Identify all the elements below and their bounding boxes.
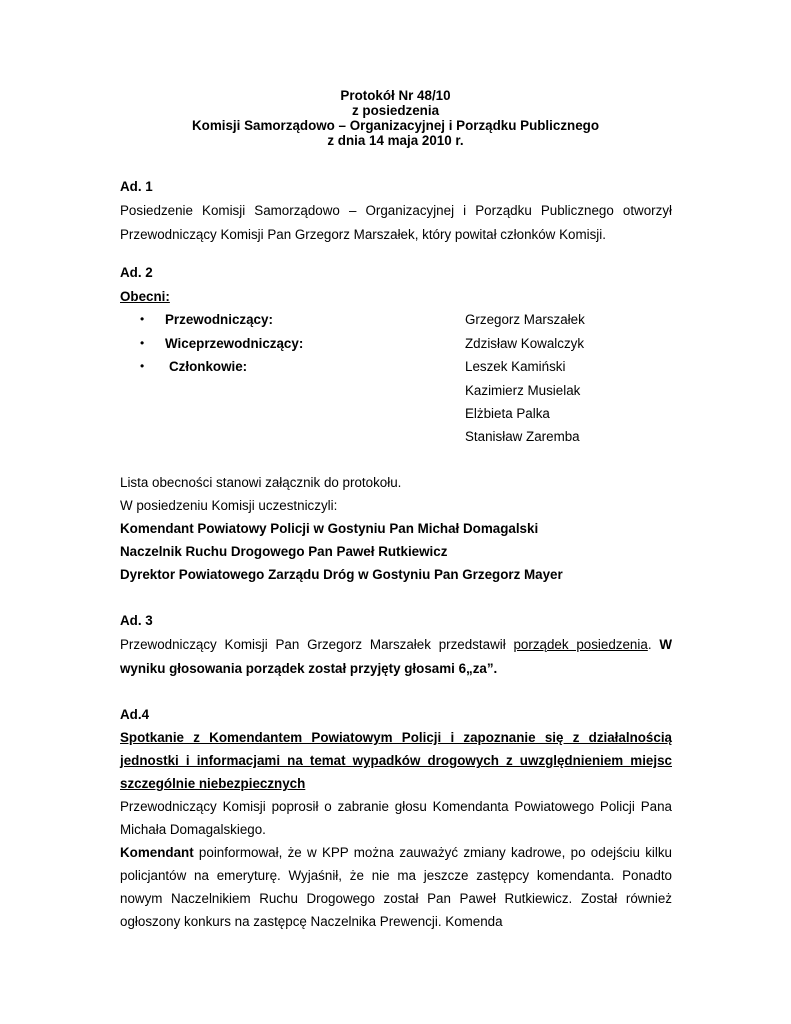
members-label: Członkowie: bbox=[169, 359, 248, 374]
participant: Komendant Powiatowy Policji w Gostyniu Pan Michał Domagalski bbox=[120, 521, 539, 536]
ad3-line-1 bbox=[120, 637, 672, 652]
ad4-p2-line-1 bbox=[120, 845, 672, 860]
attendance-note: Lista obecności stanowi załącznik do protokołu. bbox=[120, 475, 402, 490]
ad4-topic-line-2: jednostki i informacjami na temat wypadków drogowych z uwzględnieniem miejsc bbox=[120, 753, 672, 768]
agenda-link: porządek posiedzenia bbox=[513, 637, 648, 652]
participants-intro: W posiedzeniu Komisji uczestniczyli: bbox=[120, 498, 338, 513]
ad2-heading: Ad. 2 bbox=[120, 265, 153, 280]
member-name: Elżbieta Palka bbox=[465, 406, 550, 421]
bullet-icon: • bbox=[140, 359, 145, 373]
ad4-heading: Ad.4 bbox=[120, 707, 150, 722]
vice-chair-label: Wiceprzewodniczący: bbox=[165, 336, 304, 351]
present-label: Obecni: bbox=[120, 289, 170, 304]
vice-chair-name: Zdzisław Kowalczyk bbox=[465, 336, 585, 351]
participant: Dyrektor Powiatowego Zarządu Dróg w Gostyniu Pan Grzegorz Mayer bbox=[120, 567, 563, 582]
protocol-number: Protokół Nr 48/10 bbox=[340, 88, 451, 103]
ad4-p1-line-1: Przewodniczący Komisji poprosił o zabranie głosu Komendanta Powiatowego Policji Pana bbox=[120, 799, 672, 814]
bullet-icon: • bbox=[140, 312, 145, 326]
chair-name: Grzegorz Marszałek bbox=[465, 312, 585, 327]
ad3-bold-word: W bbox=[659, 637, 672, 652]
ad1-line-2: Przewodniczący Komisji Pan Grzegorz Marszałek, który powitał członków Komisji. bbox=[120, 227, 606, 242]
chair-label: Przewodniczący: bbox=[165, 312, 273, 327]
ad4-p2-line-2: policjantów na emeryturę. Wyjaśnił, że nie ma jeszcze zastępcy komendanta. Ponadto bbox=[120, 868, 672, 883]
meeting-label: z posiedzenia bbox=[351, 103, 440, 118]
ad3-dot: . bbox=[647, 637, 652, 652]
ad3-text: Przewodniczący Komisji Pan Grzegorz Marszałek przedstawił bbox=[120, 637, 506, 652]
ad4-topic-line-3: szczególnie niebezpiecznych bbox=[120, 776, 306, 791]
ad3-vote-result: wyniku głosowania porządek został przyjęty głosami 6„za”. bbox=[120, 661, 498, 676]
ad4-p2-line-1-text: poinformował, że w KPP można zauważyć zmiany kadrowe, po odejściu kilku bbox=[193, 845, 672, 860]
ad4-p2-line-4: ogłoszony konkurs na zastępcę Naczelnika Prewencji. Komenda bbox=[120, 914, 503, 929]
meeting-date: z dnia 14 maja 2010 r. bbox=[327, 133, 464, 148]
ad3-heading: Ad. 3 bbox=[120, 613, 153, 628]
ad1-line-1: Posiedzenie Komisji Samorządowo – Organizacyjnej i Porządku Publicznego otworzył bbox=[120, 203, 672, 218]
ad4-p2-line-3: nowym Naczelnikiem Ruchu Drogowego został Pan Paweł Rutkiewicz. Został również bbox=[120, 891, 672, 906]
member-name: Kazimierz Musielak bbox=[465, 383, 581, 398]
member-name: Stanisław Zaremba bbox=[465, 429, 580, 444]
ad4-p1-line-2: Michała Domagalskiego. bbox=[120, 822, 266, 837]
member-name: Leszek Kamiński bbox=[465, 359, 566, 374]
participant: Naczelnik Ruchu Drogowego Pan Paweł Rutkiewicz bbox=[120, 544, 448, 559]
commander-label: Komendant bbox=[120, 845, 194, 860]
ad1-heading: Ad. 1 bbox=[120, 179, 153, 194]
bullet-icon: • bbox=[140, 336, 145, 350]
committee-name: Komisji Samorządowo – Organizacyjnej i Porządku Publicznego bbox=[191, 118, 599, 133]
ad4-topic-line-1: Spotkanie z Komendantem Powiatowym Policji i zapoznanie się z działalnością bbox=[120, 730, 672, 745]
ad3-agenda-group bbox=[513, 637, 651, 652]
